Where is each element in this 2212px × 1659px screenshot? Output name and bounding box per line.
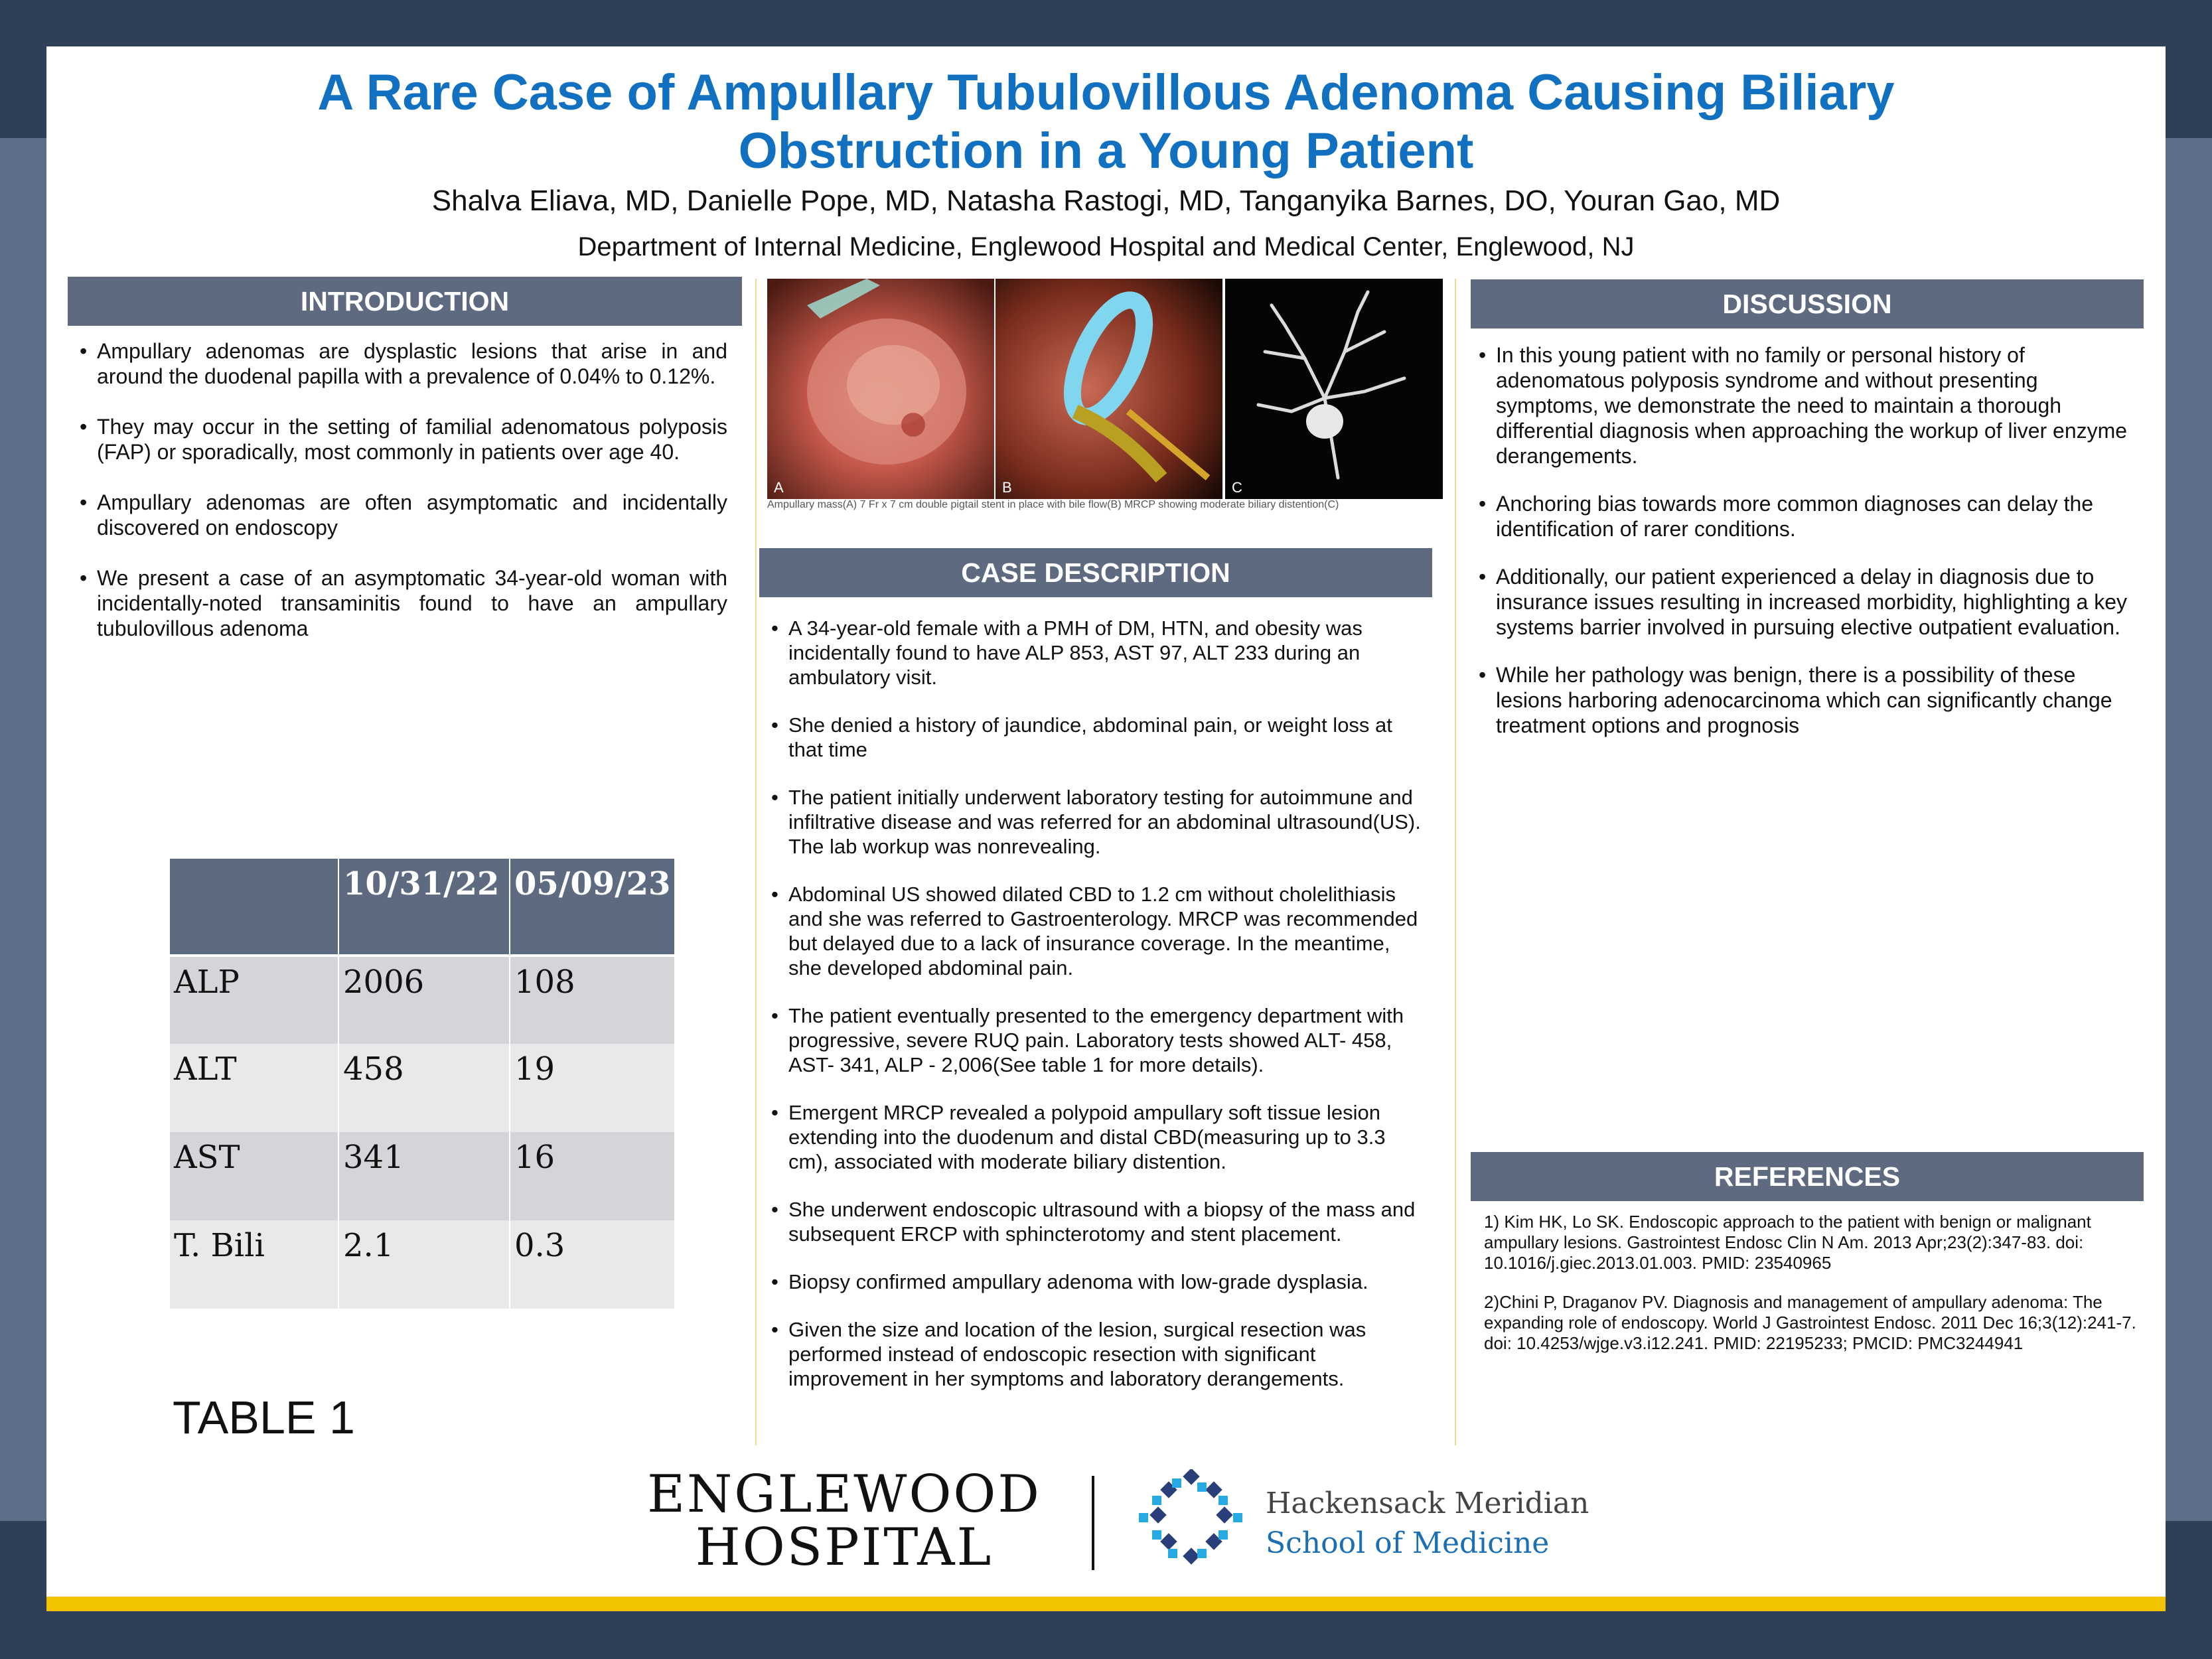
case-bullet: • She denied a history of jaundice, abdominal pain, or weight loss at that time: [771, 713, 1422, 762]
table-header-cell: 05/09/23: [510, 859, 675, 956]
table-caption: TABLE 1: [173, 1392, 355, 1443]
table-cell: ALT: [170, 1044, 338, 1132]
lab-table: [170, 859, 676, 1309]
references-list: [1484, 1212, 2138, 1372]
column-divider-right: [1455, 279, 1456, 1445]
case-description-list: [771, 616, 1422, 1414]
mrcp-image: [1225, 279, 1443, 499]
table-cell: 458: [338, 1044, 510, 1132]
case-bullet: • Abdominal US showed dilated CBD to 1.2 cm without cholelithiasis and she was referred to Gastroenterology. MRCP was recommended but delayed due to a lack of insurance coverage. In the meantime, she developed abdominal pain.: [771, 882, 1422, 980]
column-divider-left: [755, 279, 757, 1445]
case-bullet: • Given the size and location of the lesion, surgical resection was performed instead of endoscopic resection with significant improvement in her symptoms and laboratory derangements.: [771, 1317, 1422, 1391]
introduction-heading: INTRODUCTION: [68, 277, 742, 326]
authors: Shalva Eliava, MD, Danielle Pope, MD, Natasha Rastogi, MD, Tanganyika Barnes, DO, Youran Gao, MD: [431, 184, 1781, 217]
figure-caption: Ampullary mass(A) 7 Fr x 7 cm double pigtail stent in place with bile flow(B) MRCP showing moderate biliary distention(C): [767, 499, 1339, 510]
hmh-logo-line-2: School of Medicine: [1266, 1526, 1550, 1560]
logo-divider: [1092, 1476, 1094, 1570]
case-bullet: • The patient eventually presented to the emergency department with progressive, severe RUQ pain. Laboratory tests showed ALT- 458, AST- 341, ALP - 2,006(See table 1 for more details).: [771, 1003, 1422, 1077]
title-line-1: A Rare Case of Ampullary Tubulovillous Adenoma Causing Biliary: [317, 64, 1895, 121]
stent-image: [995, 279, 1222, 499]
references-heading: REFERENCES: [1471, 1152, 2144, 1201]
case-bullet: • The patient initially underwent laboratory testing for autoimmune and infiltrative disease and was referred for an abdominal ultrasound(US). The lab workup was nonrevealing.: [771, 785, 1422, 859]
case-description-heading: CASE DESCRIPTION: [759, 548, 1432, 597]
table-header-row: [170, 859, 675, 956]
reference-item: 2)Chini P, Draganov PV. Diagnosis and management of ampullary adenoma: The expanding role of endoscopy. World J Gastrointest Endosc. 2011 Dec 16;3(12):241-7. doi: 10.4253/wjge.v3.i12.241. PMID: 22195233; PMCID: PMC3244941: [1484, 1292, 2136, 1353]
introduction-bullet: • We present a case of an asymptomatic 34-year-old woman with incidentally-noted transaminitis found to have an ampullary tubulovillous adenoma: [80, 565, 727, 641]
table-row: [170, 1220, 675, 1309]
table-cell: T. Bili: [170, 1220, 338, 1309]
department: Department of Internal Medicine, Englewood Hospital and Medical Center, Englewood, NJ: [577, 232, 1635, 261]
hmh-mark-icon: [1139, 1469, 1245, 1575]
discussion-heading: DISCUSSION: [1471, 279, 2144, 328]
figure-panel-a: [767, 279, 994, 499]
englewood-logo-line-1: ENGLEWOOD: [647, 1465, 1041, 1524]
table-header-cell: 10/31/22: [338, 859, 510, 956]
case-bullet: • Emergent MRCP revealed a polypoid ampullary soft tissue lesion extending into the duodenum and distal CBD(measuring up to 3.3 cm), associated with moderate biliary distention.: [771, 1100, 1422, 1174]
table-row: [170, 956, 675, 1044]
englewood-hospital-logo: [641, 1465, 1047, 1577]
englewood-logo-line-2: HOSPITAL: [695, 1518, 994, 1577]
table-cell: 108: [510, 956, 675, 1044]
table-cell: 19: [510, 1044, 675, 1132]
table-cell: 0.3: [510, 1220, 675, 1309]
poster-title: [46, 64, 2166, 180]
table-cell: 16: [510, 1132, 675, 1220]
gold-stripe: [46, 1597, 2166, 1611]
discussion-bullet: • Anchoring bias towards more common diagnoses can delay the identification of rarer conditions.: [1479, 491, 2136, 541]
figure-label-a: A: [774, 479, 784, 496]
case-bullet: • A 34-year-old female with a PMH of DM, HTN, and obesity was incidentally found to have ALP 853, AST 97, ALT 233 during an ambulatory visit.: [771, 616, 1422, 689]
table-row: [170, 1132, 675, 1220]
table-cell: 341: [338, 1132, 510, 1220]
reference-item: 1) Kim HK, Lo SK. Endoscopic approach to the patient with benign or malignant ampullary lesions. Gastrointest Endosc Clin N Am. 2013 Apr;23(2):347-83. doi: 10.1016/j.giec.2013.01.003. PMID: 23540965: [1484, 1212, 2091, 1273]
discussion-list: [1479, 342, 2136, 760]
discussion-bullet: • While her pathology was benign, there is a possibility of these lesions harboring adenocarcinoma which can significantly change treatment options and prognosis: [1479, 662, 2136, 738]
introduction-bullet: • Ampullary adenomas are dysplastic lesions that arise in and around the duodenal papilla with a prevalence of 0.04% to 0.12%.: [80, 338, 727, 389]
discussion-bullet: • Additionally, our patient experienced a delay in diagnosis due to insurance issues resulting in increased morbidity, highlighting a key systems barrier involved in pursuing elective outpatient evaluation.: [1479, 564, 2136, 640]
introduction-bullet: • They may occur in the setting of familial adenomatous polyposis (FAP) or sporadically, most commonly in patients over age 40.: [80, 414, 727, 465]
figure-panel-c: [1225, 279, 1443, 499]
discussion-bullet: • In this young patient with no family or personal history of adenomatous polyposis syndrome and without presenting symptoms, we demonstrate the need to maintain a thorough differential diagnosis when approaching the workup of liver enzyme derangements.: [1479, 342, 2136, 469]
table-cell: 2.1: [338, 1220, 510, 1309]
introduction-bullet: • Ampullary adenomas are often asymptomatic and incidentally discovered on endoscopy: [80, 490, 727, 540]
case-bullet: • She underwent endoscopic ultrasound with a biopsy of the mass and subsequent ERCP with sphincterotomy and stent placement.: [771, 1197, 1422, 1246]
figure-label-c: C: [1232, 479, 1242, 496]
title-line-2: Obstruction in a Young Patient: [738, 123, 1474, 179]
hmh-logo-line-1: Hackensack Meridian: [1266, 1486, 1589, 1520]
figure-panel-b: [995, 279, 1222, 499]
table-cell: AST: [170, 1132, 338, 1220]
ampullary-mass-image: [767, 279, 994, 499]
table-cell: 2006: [338, 956, 510, 1044]
introduction-list: [80, 338, 727, 666]
table-cell: ALP: [170, 956, 338, 1044]
table-header-cell: [170, 859, 338, 956]
case-bullet: • Biopsy confirmed ampullary adenoma with low-grade dysplasia.: [771, 1269, 1422, 1294]
table-row: [170, 1044, 675, 1132]
figure-label-b: B: [1002, 479, 1012, 496]
